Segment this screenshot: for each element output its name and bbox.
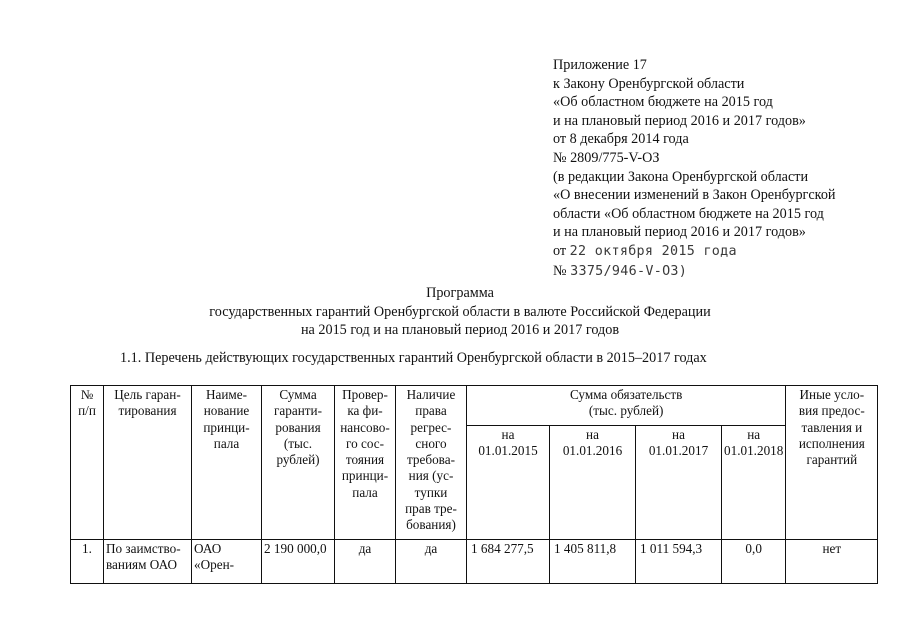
stamped-date: 22 октября 2015 года: [569, 243, 737, 259]
header-regress: Наличие права регрес- сного требова- ния (ус- тупки прав тре- бования): [396, 386, 467, 540]
header-check: Провер- ка фи- нансово- го сос- тояния принци- пала: [335, 386, 396, 540]
header-goal: Цель гаран- тирования: [104, 386, 192, 540]
appendix-block: [553, 56, 836, 281]
number-prefix: №: [553, 262, 567, 279]
stamped-number: 3375/946-V-ОЗ): [570, 263, 688, 279]
amendment-number-line: [553, 262, 836, 282]
header-other: Иные усло- вия предос- тавления и исполнения гарантий: [786, 386, 878, 540]
cell-2017: 1 011 594,3: [636, 540, 722, 584]
appendix-line: области «Об областном бюджете на 2015 год: [553, 205, 824, 222]
title-line: государственных гарантий Оренбургской области в валюте Российской Федерации: [209, 303, 711, 320]
header-num: № п/п: [71, 386, 104, 540]
cell-goal: По заимство- ваниям ОАО: [104, 540, 192, 584]
appendix-line: № 2809/775-V-ОЗ: [553, 149, 660, 166]
header-date-2016: на 01.01.2016: [550, 426, 636, 540]
appendix-line: от 8 декабря 2014 года: [553, 131, 689, 148]
header-amount: Сумма гаранти- рования (тыс. рублей): [262, 386, 335, 540]
appendix-line: «О внесении изменений в Закон Оренбургской: [553, 187, 836, 204]
cell-principal: ОАО «Орен-: [192, 540, 262, 584]
header-obligations: Сумма обязательств (тыс. рублей): [467, 386, 786, 426]
cell-2016: 1 405 811,8: [550, 540, 636, 584]
cell-num: 1.: [71, 540, 104, 584]
cell-check: да: [335, 540, 396, 584]
section-subtitle: 1.1. Перечень действующих государственных гарантий Оренбургской области в 2015–2017 годах: [120, 350, 707, 366]
guarantees-table: [70, 385, 878, 584]
date-prefix: от: [553, 242, 567, 259]
header-date-2018: на 01.01.2018: [722, 426, 786, 540]
title-line: на 2015 год и на плановый период 2016 и 2017 годов: [300, 322, 620, 339]
header-principal: Наиме- нование принци- пала: [192, 386, 262, 540]
title-line: Программа: [426, 285, 494, 301]
document-title: [150, 284, 770, 340]
cell-regress: да: [396, 540, 467, 584]
table-row: [71, 540, 878, 584]
cell-2015: 1 684 277,5: [467, 540, 550, 584]
appendix-line: Приложение 17: [553, 57, 647, 73]
header-date-2017: на 01.01.2017: [636, 426, 722, 540]
appendix-line: и на плановый период 2016 и 2017 годов»: [553, 224, 806, 241]
appendix-line: «Об областном бюджете на 2015 год: [553, 94, 773, 111]
cell-other: нет: [786, 540, 878, 584]
appendix-line: (в редакции Закона Оренбургской области: [553, 168, 809, 185]
cell-2018: 0,0: [722, 540, 786, 584]
amendment-date-line: [553, 242, 836, 262]
appendix-line: к Закону Оренбургской области: [553, 75, 745, 92]
cell-amount: 2 190 000,0: [262, 540, 335, 584]
header-date-2015: на 01.01.2015: [467, 426, 550, 540]
appendix-line: и на плановый период 2016 и 2017 годов»: [553, 112, 806, 129]
